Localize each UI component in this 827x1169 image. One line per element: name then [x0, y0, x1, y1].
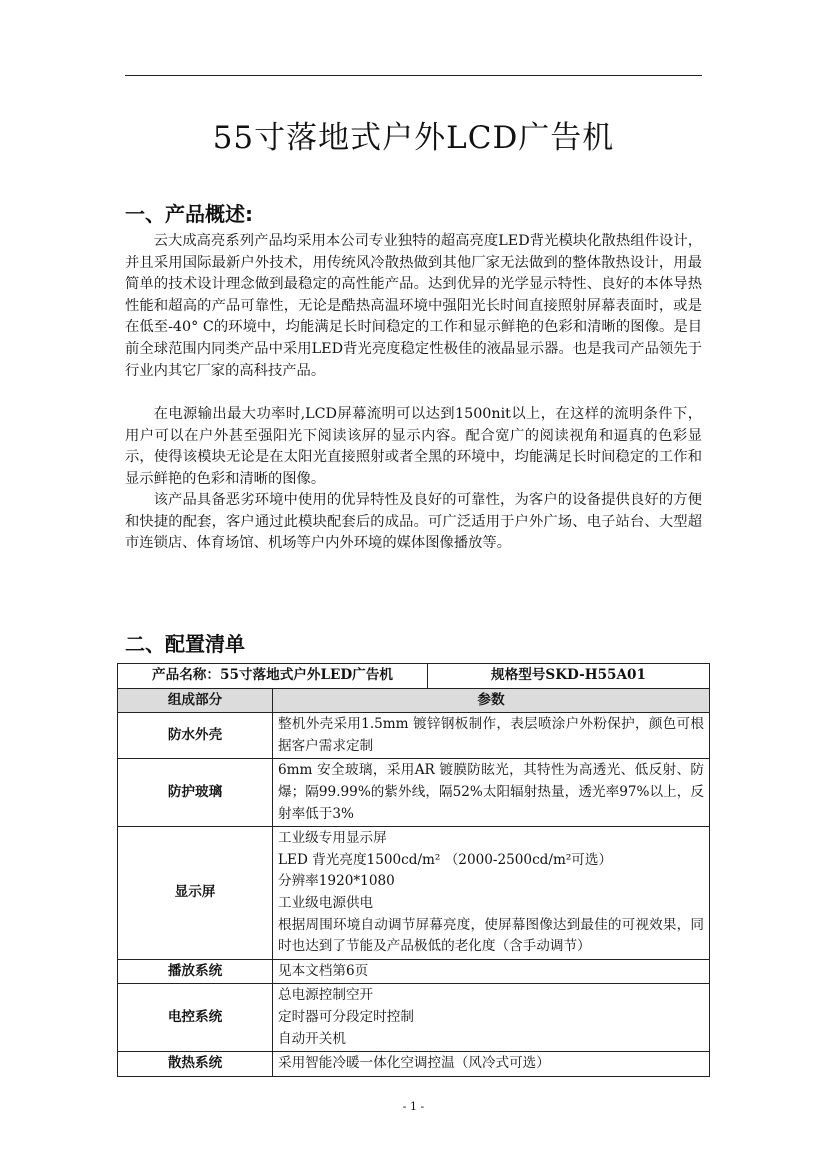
column-header-params: 参数 [273, 688, 710, 713]
header-rule [125, 75, 702, 76]
row-label-cooling-system: 散热系统 [118, 1052, 273, 1077]
param-line: 整机外壳采用1.5mm 镀锌钢板制作，表层喷涂户外粉保护，颜色可根据客户需求定制 [278, 716, 704, 754]
row-label-electric-control: 电控系统 [118, 984, 273, 1052]
table-column-header-row [118, 688, 710, 713]
row-params-waterproof-housing [273, 713, 710, 759]
param-line: 见本文档第6页 [278, 962, 369, 979]
table-row [118, 759, 710, 827]
row-label-waterproof-housing: 防水外壳 [118, 713, 273, 759]
row-params-cooling-system [273, 1052, 710, 1077]
param-line: 自动开关机 [278, 1030, 346, 1047]
param-line: 定时器可分段定时控制 [278, 1008, 414, 1025]
table-header-row [118, 664, 710, 689]
row-label-display: 显示屏 [118, 827, 273, 960]
product-name-cell: 产品名称：55寸落地式户外LED广告机 [118, 664, 428, 689]
config-table [117, 663, 710, 1077]
row-params-display [273, 827, 710, 960]
table-row [118, 827, 710, 960]
table-row [118, 959, 710, 984]
param-line: 工业级专用显示屏 [278, 830, 387, 847]
param-line: 根据周围环境自动调节屏幕亮度，使屏幕图像达到最佳的可视效果，同时也达到了节能及产品极低的老化度（含手动调节） [278, 916, 704, 955]
row-params-electric-control [273, 984, 710, 1052]
param-line: 采用智能冷暖一体化空调控温（风冷式可选） [278, 1055, 550, 1072]
page-number: - 1 - [402, 1100, 425, 1113]
row-params-playback-system [273, 959, 710, 984]
table-row [118, 1052, 710, 1077]
row-params-protective-glass [273, 759, 710, 827]
column-header-component: 组成部分 [118, 688, 273, 713]
param-line: LED 背光亮度1500cd/m² （2000-2500cd/m²可选） [278, 851, 613, 868]
overview-paragraph-1: 云大成高亮系列产品均采用本公司专业独特的超高亮度LED背光模块化散热组件设计，并且采用国际最新户外技术，用传统风冷散热做到其他厂家无法做到的整体散热设计，用最简单的技术设计理念做到最稳定的高性能产品。达到优异的光学显示特性、良好的本体导热性能和超高的产品可靠性，无论是酷热高温环境中强阳光长时间直接照射屏幕表面时，或是在低至-40° C的环境中，均能满足长时间稳定的工作和显示鲜艳的色彩和清晰的图像。是目前全球范围内同类产品中采用LED背光亮度稳定性极佳的液晶显示器。也是我司产品领先于行业内其它厂家的高科技产品。 [125, 233, 702, 379]
param-line: 分辨率1920*1080 [278, 873, 395, 890]
model-cell: 规格型号SKD-H55A01 [428, 664, 710, 689]
section-heading-overview: 一、产品概述: [125, 202, 253, 226]
section-heading-config: 二、配置清单 [125, 632, 245, 656]
document-title: 55寸落地式户外LCD广告机 [212, 120, 615, 156]
row-label-playback-system: 播放系统 [118, 959, 273, 984]
param-line: 6mm 安全玻璃，采用AR 镀膜防眩光，其特性为高透光、低反射、防爆；隔99.99%的紫外线，隔52%太阳辐射热量，透光率97%以上，反射率低于3% [278, 762, 704, 822]
row-label-protective-glass: 防护玻璃 [118, 759, 273, 827]
overview-paragraph-2: 在电源输出最大功率时,LCD屏幕流明可以达到1500nit以上，在这样的流明条件下，用户可以在户外甚至强阳光下阅读该屏的显示内容。配合宽广的阅读视角和逼真的色彩显示，使得该模块无论是在太阳光直接照射或者全黑的环境中，均能满足长时间稳定的工作和显示鲜艳的色彩和清晰的图像。 [125, 406, 702, 487]
overview-paragraph-3: 该产品具备恶劣环境中使用的优异特性及良好的可靠性，为客户的设备提供良好的方便和快捷的配套，客户通过此模块配套后的成品。可广泛适用于户外广场、电子站台、大型超市连锁店、体育场馆、机场等户内外环境的媒体图像播放等。 [125, 492, 702, 552]
param-line: 工业级电源供电 [278, 894, 374, 911]
table-row [118, 984, 710, 1052]
table-row [118, 713, 710, 759]
param-line: 总电源控制空开 [278, 987, 374, 1004]
